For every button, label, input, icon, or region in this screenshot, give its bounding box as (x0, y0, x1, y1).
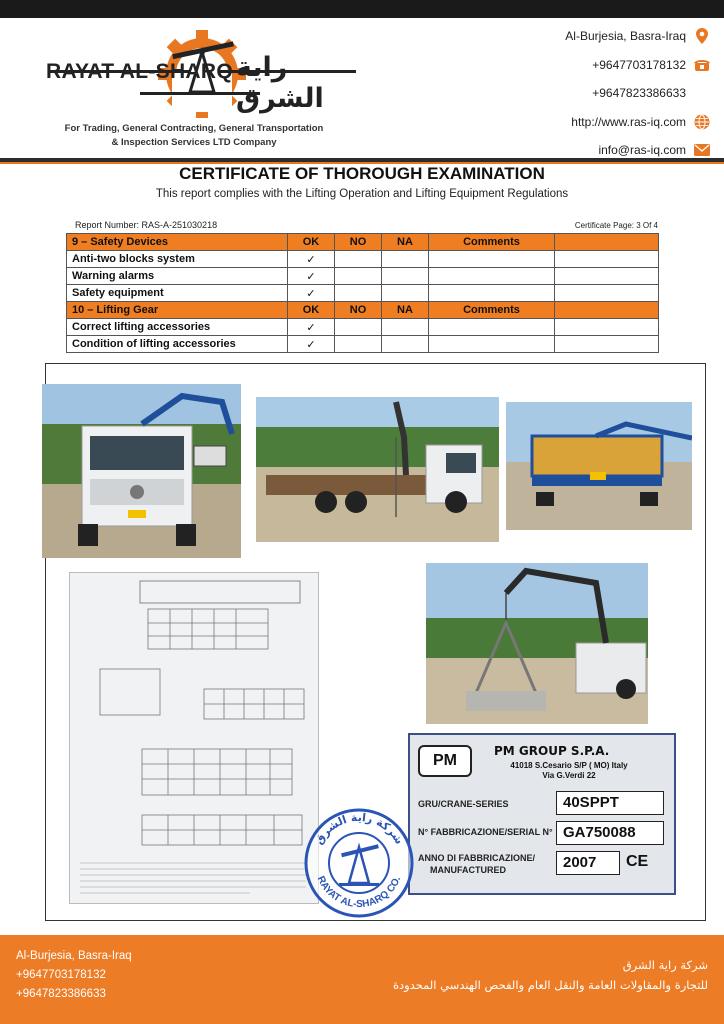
section-header (67, 234, 659, 251)
check-mark: ✓ (288, 251, 335, 268)
crane-serial-plate (408, 733, 676, 895)
contact-email: info@ras-iq.com (490, 136, 710, 165)
contact-website: http://www.ras-iq.com (490, 108, 710, 137)
globe-icon (694, 114, 710, 130)
footer (0, 935, 724, 1024)
row-item: Warning alarms (67, 268, 288, 285)
brand-subtitle: For Trading, General Contracting, General Transportation & Inspection Services LTD Company (64, 123, 324, 148)
col-comments: Comments (429, 234, 555, 251)
top-bar (0, 0, 724, 18)
plate-year-value: 2007 (556, 851, 620, 875)
plate-serial-value: GA750088 (556, 821, 664, 845)
footer-phone-2[interactable]: +9647823386633 (16, 988, 106, 1000)
col-ok: OK (288, 234, 335, 251)
certificate-page: Certificate Page: 3 Of 4 (574, 221, 658, 230)
col-no: NO (335, 234, 382, 251)
footer-company-ar: شركة راية الشرق للتجارة والمقاولات العامة والنقل العام والفحص الهندسي المحدودة (392, 958, 708, 992)
pm-logo: PM (418, 745, 472, 777)
row-item: Safety equipment (67, 285, 288, 302)
footer-contact (16, 947, 132, 1004)
section-title: 10 – Lifting Gear (67, 302, 288, 319)
brand-name-ar: راية الشرق (236, 52, 324, 114)
plate-manufactured-label: MANUFACTURED (430, 865, 506, 875)
check-mark: ✓ (288, 336, 335, 353)
check-mark: ✓ (288, 319, 335, 336)
plate-company: PM GROUP S.P.A. (494, 744, 610, 758)
photo-load-chart-document (69, 572, 319, 904)
stamp-top-text: شركة راية الشرق (312, 810, 406, 847)
plate-series-value: 40SPPT (556, 791, 664, 815)
plate-street: Via G.Verdi 22 (542, 771, 596, 780)
row-item: Condition of lifting accessories (67, 336, 288, 353)
photo-truck-side (256, 397, 499, 542)
photo-load-test (426, 563, 648, 724)
table-row (67, 251, 659, 268)
footer-phone-1[interactable]: +9647703178132 (16, 969, 106, 981)
footer-address: Al-Burjesia, Basra-Iraq (16, 950, 132, 962)
page-subtitle: This report complies with the Lifting Operation and Lifting Equipment Regulations (155, 188, 569, 200)
contact-phone-1: +9647703178132 (490, 51, 710, 80)
mail-icon (694, 142, 710, 158)
report-number: Report Number: RAS-A-251030218 (75, 220, 218, 230)
col-na: NA (382, 234, 429, 251)
section-header (67, 302, 659, 319)
plate-series-label: GRU/CRANE-SERIES (418, 799, 509, 809)
plate-serial-label: N° FABBRICAZIONE/SERIAL N° (418, 827, 553, 837)
company-stamp (303, 807, 415, 919)
table-row (67, 319, 659, 336)
col-ok: OK (288, 302, 335, 319)
check-mark: ✓ (288, 268, 335, 285)
row-item: Anti-two blocks system (67, 251, 288, 268)
brand-name-en: RAYAT AL-SHARQ (46, 60, 233, 83)
inspection-table (66, 233, 659, 353)
row-item: Correct lifting accessories (67, 319, 288, 336)
check-mark: ✓ (288, 285, 335, 302)
location-pin-icon (694, 28, 710, 44)
photo-truck-front (42, 384, 241, 558)
stamp-bottom-text: RAYAT AL-SHARQ CO. (314, 874, 404, 911)
contact-address: Al-Burjesia, Basra-Iraq (490, 22, 710, 51)
col-comments: Comments (429, 302, 555, 319)
company-logo (40, 22, 360, 137)
photo-truck-rear (506, 402, 692, 530)
plate-address: 41018 S.Cesario S/P ( MO) Italy (510, 761, 628, 770)
phone-icon (694, 57, 710, 73)
section-title: 9 – Safety Devices (67, 234, 288, 251)
table-row (67, 336, 659, 353)
contact-block (490, 22, 710, 165)
contact-phone-2: +9647823386633 (592, 86, 686, 101)
page-title: CERTIFICATE OF THOROUGH EXAMINATION (179, 164, 545, 183)
table-row (67, 285, 659, 302)
ce-mark: CE (626, 853, 649, 870)
table-row (67, 268, 659, 285)
plate-year-label: ANNO DI FABBRICAZIONE/ (418, 853, 535, 863)
col-no: NO (335, 302, 382, 319)
col-na: NA (382, 302, 429, 319)
